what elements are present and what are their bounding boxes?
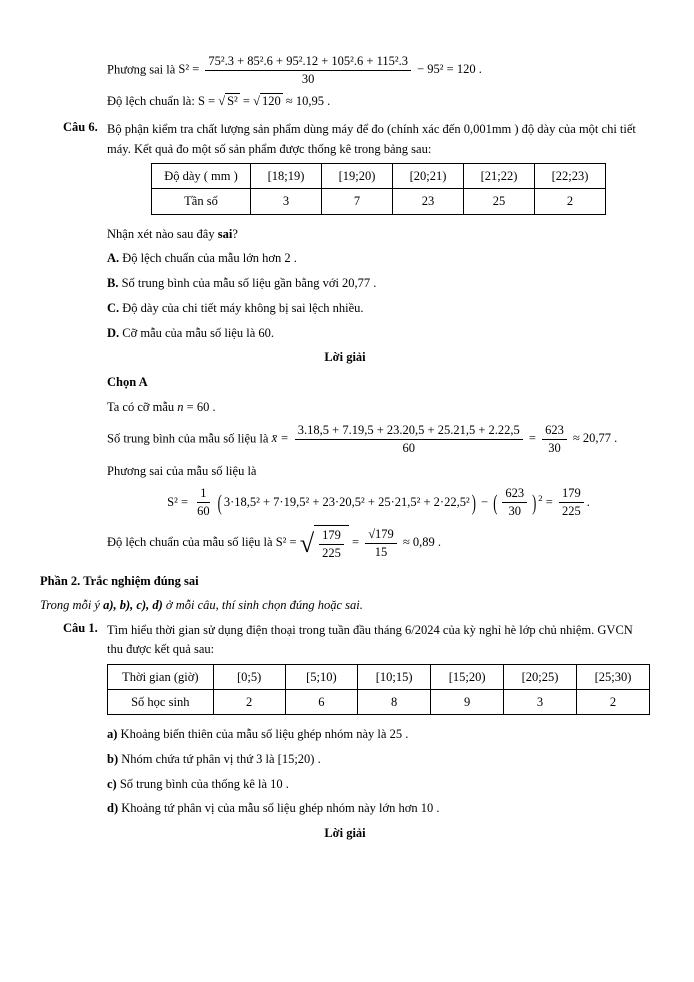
option-c bbox=[107, 299, 650, 318]
fraction-numerator: 75².3 + 85².6 + 95².12 + 105².6 + 115².3 bbox=[205, 54, 411, 71]
option-c-text: Độ dày của chi tiết máy không bị sai lệch nhiều. bbox=[122, 300, 364, 315]
fraction bbox=[559, 486, 584, 519]
fraction-numerator: 623 bbox=[542, 423, 567, 440]
fraction-numerator: 179 bbox=[319, 528, 344, 545]
fraction-denominator: 30 bbox=[508, 504, 521, 519]
stddev-final-prefix: Độ lệch chuẩn của mẫu số liệu là bbox=[107, 535, 273, 550]
radicand: 120 bbox=[261, 94, 281, 108]
stddev-formula bbox=[198, 93, 330, 108]
variance-prefix: Phương sai là bbox=[107, 62, 176, 77]
prompt-bold: sai bbox=[217, 226, 233, 241]
table-row bbox=[152, 189, 606, 214]
radical-icon: √ bbox=[218, 94, 226, 108]
statement-a-label: a) bbox=[107, 727, 118, 741]
chosen-answer: Chọn A bbox=[107, 375, 148, 389]
subtitle-post: ở mỗi câu, thí sinh chọn đúng hoặc sai. bbox=[162, 598, 363, 612]
prompt-text: Nhận xét nào sau đây bbox=[107, 226, 218, 241]
question-6 bbox=[40, 120, 650, 159]
question-1 bbox=[40, 621, 650, 660]
exponent: 2 bbox=[538, 492, 543, 503]
fraction-numerator: 179 bbox=[559, 486, 584, 503]
part-2-subtitle bbox=[40, 596, 650, 615]
table-cell: 8 bbox=[358, 689, 431, 714]
formula-lhs: S² = bbox=[167, 494, 189, 509]
sample-size-post: = 60 . bbox=[183, 399, 216, 414]
fraction-numerator: √179 bbox=[365, 527, 397, 544]
variance-line bbox=[107, 54, 650, 87]
option-c-label: C. bbox=[107, 300, 120, 315]
statement-c-text: Số trung bình của thống kê là 10 . bbox=[119, 776, 289, 791]
option-d-text: Cỡ mẫu của mẫu số liệu là 60. bbox=[122, 325, 274, 340]
fraction-denominator: 225 bbox=[561, 504, 581, 519]
question-1-label: Câu 1. bbox=[63, 620, 98, 635]
time-table bbox=[107, 664, 650, 716]
nested-sqrt bbox=[300, 525, 349, 561]
stddev-prefix: Độ lệch chuẩn là: bbox=[107, 94, 195, 108]
question-6-body: Bộ phận kiểm tra chất lượng sản phẩm dùng máy để đo (chính xác đến 0,001mm ) độ dày của một chi tiết máy. Kết quả đo một số sản phẩm được thống kê trong bảng sau: bbox=[107, 122, 636, 156]
radicand: S² bbox=[227, 94, 238, 108]
question-1-body: Tìm hiểu thời gian sử dụng điện thoại trong tuần đầu tháng 6/2024 của kỳ nghỉ hè lớp chủ nhiệm. GVCN thu được kết quả sau: bbox=[107, 622, 633, 657]
time-table-wrap bbox=[107, 664, 650, 716]
table-cell: Độ dày ( mm ) bbox=[152, 164, 251, 189]
table-row bbox=[152, 164, 606, 189]
table-cell: [19;20) bbox=[322, 164, 393, 189]
fraction-denominator: 30 bbox=[548, 440, 561, 455]
statement-a bbox=[107, 725, 650, 744]
table-cell: 25 bbox=[464, 189, 535, 214]
variance-intro: Phương sai của mẫu số liệu là bbox=[107, 463, 257, 478]
table-cell: 6 bbox=[285, 689, 358, 714]
variance-full-formula bbox=[167, 486, 590, 519]
table-cell: 7 bbox=[322, 189, 393, 214]
statement-d-label: d) bbox=[107, 801, 119, 816]
table-cell: 3 bbox=[251, 189, 322, 214]
table-cell: Thời gian (giờ) bbox=[108, 664, 214, 689]
fraction bbox=[205, 54, 411, 87]
mean-lhs: x̄ = bbox=[271, 430, 289, 445]
stddev-lhs: S = bbox=[197, 94, 216, 108]
table-cell: [5;10) bbox=[285, 664, 358, 689]
minus-sign: − bbox=[481, 494, 489, 509]
statement-d bbox=[107, 799, 650, 818]
fraction bbox=[502, 486, 527, 519]
period: . bbox=[586, 494, 590, 509]
option-a-text: Độ lệch chuẩn của mẫu lớn hơn 2 . bbox=[122, 251, 297, 266]
table-cell: 2 bbox=[577, 689, 650, 714]
fraction-numerator: 623 bbox=[502, 486, 527, 503]
table-cell: Số học sinh bbox=[108, 689, 214, 714]
thickness-table-wrap bbox=[107, 163, 650, 215]
stddev-final-line bbox=[107, 525, 650, 561]
equals: = bbox=[545, 494, 553, 509]
table-cell: Tần số bbox=[152, 189, 251, 214]
option-b-label: B. bbox=[107, 276, 119, 290]
solution-heading-2: Lời giải bbox=[324, 826, 366, 840]
formula-body: 3·18,5² + 7·19,5² + 23·20,5² + 25·21,5² + 2·22,5² bbox=[223, 494, 470, 509]
fraction-denominator: 225 bbox=[322, 546, 341, 561]
thickness-table bbox=[151, 163, 606, 215]
variance-formula bbox=[178, 54, 482, 86]
equals: = bbox=[528, 430, 536, 445]
question-6-prompt bbox=[107, 225, 650, 244]
fraction-denominator: 60 bbox=[197, 504, 210, 519]
equals: = bbox=[352, 535, 360, 550]
close-paren: ) bbox=[471, 489, 476, 516]
fraction-denominator: 15 bbox=[374, 544, 388, 559]
table-cell: [20;25) bbox=[504, 664, 577, 689]
option-a bbox=[107, 249, 650, 268]
part-2-title: Phần 2. Trắc nghiệm đúng sai bbox=[40, 574, 199, 589]
formula-lhs: S² = bbox=[275, 535, 297, 550]
prompt-punct: ? bbox=[232, 226, 238, 241]
fraction bbox=[194, 486, 213, 519]
table-cell: [21;22) bbox=[464, 164, 535, 189]
radicand bbox=[314, 525, 349, 561]
variance-lhs: S² = bbox=[178, 62, 200, 77]
table-cell: [10;15) bbox=[358, 664, 431, 689]
table-cell: 3 bbox=[504, 689, 577, 714]
stddev-line bbox=[107, 93, 650, 109]
close-paren: ) bbox=[532, 489, 537, 516]
statement-b-label: b) bbox=[107, 751, 119, 766]
fraction bbox=[319, 528, 344, 561]
fraction-numerator: 1 bbox=[197, 486, 209, 503]
radical-icon: √ bbox=[253, 94, 260, 108]
mean-formula bbox=[271, 422, 618, 455]
table-cell: [25;30) bbox=[577, 664, 650, 689]
statement-a-text: Khoảng biến thiên của mẫu số liệu ghép nhóm này là 25 . bbox=[120, 727, 409, 741]
variance-tail: − 95² = 120 . bbox=[417, 62, 482, 77]
option-b bbox=[107, 274, 650, 293]
fraction bbox=[365, 527, 397, 560]
statement-d-text: Khoảng tứ phân vị của mẫu số liệu ghép nhóm này lớn hơn 10 . bbox=[121, 801, 440, 816]
radical-icon: √ bbox=[299, 529, 315, 559]
table-cell: [15;20) bbox=[431, 664, 504, 689]
stddev-tail: ≈ 10,95 . bbox=[285, 94, 331, 108]
option-b-text: Số trung bình của mẫu số liệu gần bằng với 20,77 . bbox=[121, 276, 377, 290]
mean-tail: ≈ 20,77 . bbox=[572, 430, 618, 445]
fraction bbox=[542, 423, 567, 456]
sample-size-pre: Ta có cỡ mẫu bbox=[107, 399, 178, 414]
subtitle-pre: Trong mỗi ý bbox=[40, 598, 104, 612]
table-cell: [20;21) bbox=[393, 164, 464, 189]
table-row bbox=[108, 689, 650, 714]
open-paren: ( bbox=[493, 489, 498, 516]
option-a-label: A. bbox=[107, 251, 120, 266]
statement-b bbox=[107, 750, 650, 769]
table-cell: 23 bbox=[393, 189, 464, 214]
equals: = bbox=[242, 94, 250, 108]
table-cell: 2 bbox=[535, 189, 606, 214]
fraction-numerator: 3.18,5 + 7.19,5 + 23.20,5 + 25.21,5 + 2.22,5 bbox=[295, 423, 523, 440]
subtitle-bold: a), b), c), d) bbox=[103, 598, 163, 612]
fraction bbox=[295, 423, 523, 456]
table-cell: 2 bbox=[213, 689, 285, 714]
stddev-final-formula bbox=[275, 526, 442, 561]
fraction-denominator: 30 bbox=[301, 72, 315, 86]
option-d bbox=[107, 324, 650, 343]
stddev-final-tail: ≈ 0,89 . bbox=[402, 535, 442, 550]
sample-size-var: n bbox=[177, 399, 184, 414]
variance-formula-line bbox=[107, 486, 650, 519]
table-cell: [18;19) bbox=[251, 164, 322, 189]
solution-heading: Lời giải bbox=[324, 350, 366, 365]
option-d-label: D. bbox=[107, 325, 120, 340]
sample-size-line bbox=[107, 398, 650, 417]
statement-b-text: Nhóm chứa tứ phân vị thứ 3 là [15;20) . bbox=[121, 751, 321, 766]
table-cell: [22;23) bbox=[535, 164, 606, 189]
fraction-denominator: 60 bbox=[402, 440, 416, 455]
table-cell: [0;5) bbox=[213, 664, 285, 689]
question-6-label: Câu 6. bbox=[63, 120, 98, 135]
statement-c bbox=[107, 775, 650, 794]
table-cell: 9 bbox=[431, 689, 504, 714]
mean-prefix: Số trung bình của mẫu số liệu là bbox=[107, 430, 269, 445]
open-paren: ( bbox=[217, 489, 222, 516]
statement-c-label: c) bbox=[107, 776, 117, 791]
table-row bbox=[108, 664, 650, 689]
mean-line bbox=[107, 423, 650, 456]
